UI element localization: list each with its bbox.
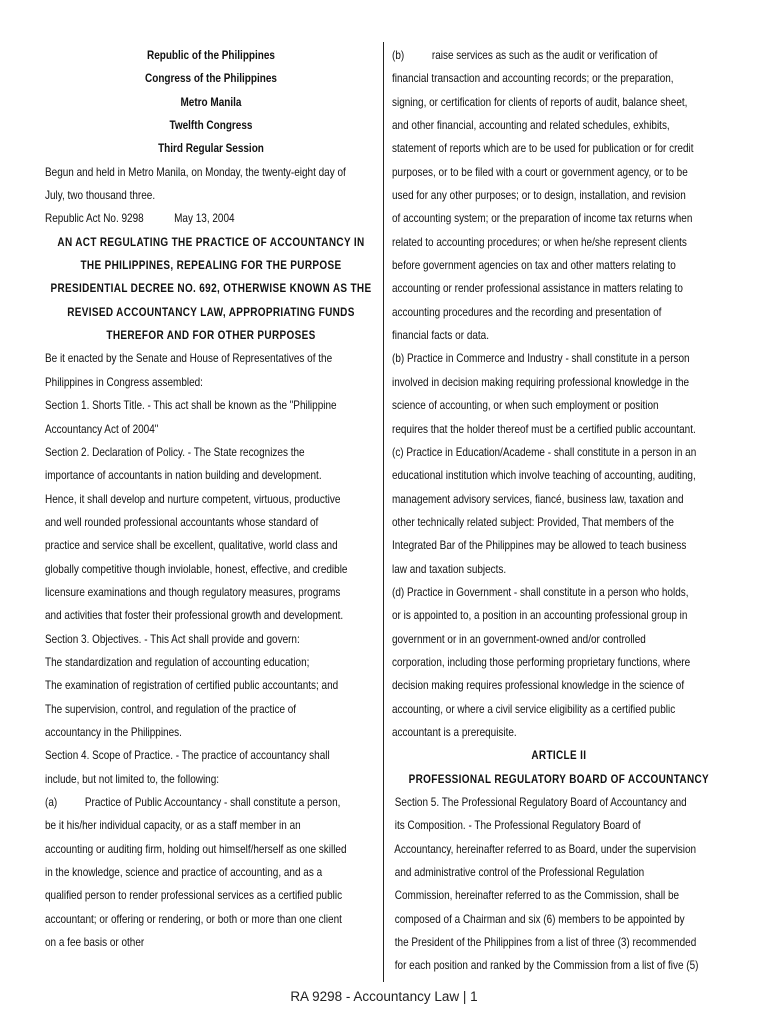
text-line: Republic of the Philippines <box>146 49 275 62</box>
text-line: (c) Practice in Education/Academe - shall constitute in a person in an <box>392 445 697 459</box>
text-line: of accounting system; or the preparation of income tax returns when <box>392 212 693 226</box>
text-line: Section 5. The Professional Regulatory Board of Accountancy and <box>392 796 687 809</box>
text-line: for each position and ranked by the Commission from a list of five (5) <box>392 959 699 973</box>
left-column <box>45 44 377 954</box>
text-line: importance of accountants in nation building and development. <box>45 469 322 483</box>
text-line: Integrated Bar of the Philippines may be allowed to teach business <box>392 539 687 553</box>
text-line: its Composition. - The Professional Regulatory Board of <box>392 819 641 833</box>
text-line: management advisory services, fiancé, business law, taxation and <box>392 492 684 506</box>
text-line: educational institution which involve teaching of accounting, auditing, <box>392 469 696 483</box>
text-line: the President of the Philippines from a list of three (3) recommended <box>392 936 697 950</box>
text-line: law and taxation subjects. <box>392 562 507 576</box>
text-line: financial facts or data. <box>392 329 489 343</box>
text-line: in the knowledge, science and practice of accounting, and as a <box>45 866 323 880</box>
text-line: or is appointed to, a position in an accounting professional group in <box>392 609 688 623</box>
text-line: globally competitive though inviolable, honest, effective, and credible <box>45 562 348 576</box>
text-line: involved in decision making requiring professional knowledge in the <box>392 375 690 389</box>
text-line: Section 1. Shorts Title. - This act shall be known as the "Philippine <box>45 399 337 413</box>
text-line: purposes, or to be filed with a court or government agency, or to be <box>392 165 688 179</box>
text-line: licensure examinations and though regulatory measures, programs <box>45 585 341 599</box>
text-line: used for any other purposes; or to design, installation, and revision <box>392 189 686 203</box>
text-line: and well rounded professional accountants whose standard of <box>45 515 319 529</box>
text-line: Metro Manila <box>180 95 242 109</box>
text-line: The supervision, control, and regulation of the practice of <box>45 702 297 716</box>
text-line: requires that the holder thereof must be a certified public accountant. <box>392 422 696 436</box>
text-line: PROFESSIONAL REGULATORY BOARD OF ACCOUNTANCY <box>408 772 710 786</box>
text-line: Commission, hereinafter referred to as the Commission, shall be <box>392 889 680 903</box>
text-line: accountancy in the Philippines. <box>45 725 182 739</box>
text-line: Accountancy, hereinafter referred to as Board, under the supervision <box>392 842 697 856</box>
text-line: Twelfth Congress <box>169 119 253 133</box>
right-column <box>392 44 726 978</box>
text-line: (b) raise services as such as the audit or verification of <box>392 49 658 62</box>
text-line: before government agencies on tax and other matters relating to <box>392 259 676 273</box>
text-line: Congress of the Philippines <box>145 72 277 86</box>
text-line: Section 2. Declaration of Policy. - The State recognizes the <box>45 445 305 459</box>
text-line: accounting or render professional assistance in matters relating to <box>392 282 683 296</box>
text-line: July, two thousand three. <box>45 189 156 203</box>
text-line: accounting, or where a civil service eligibility as a certified public <box>392 702 676 716</box>
text-line: include, but not limited to, the following: <box>45 772 220 786</box>
text-line: decision making requires professional knowledge in the science of <box>392 679 685 693</box>
text-line: practice and service shall be excellent, qualitative, world class and <box>45 539 338 553</box>
text-line: and other financial, accounting and related schedules, exhibits, <box>392 119 670 133</box>
text-line: signing, or certification for clients of reports of audit, balance sheet, <box>392 95 688 109</box>
text-line: THEREFOR AND FOR OTHER PURPOSES <box>106 329 316 343</box>
text-line: Accountancy Act of 2004" <box>45 422 159 436</box>
text-line: accountant is a prerequisite. <box>392 725 517 739</box>
text-line: AN ACT REGULATING THE PRACTICE OF ACCOUNTANCY IN <box>57 235 365 249</box>
text-line: accountant; or offering or rendering, or both or more than one client <box>45 912 342 926</box>
text-line: Section 4. Scope of Practice. - The practice of accountancy shall <box>45 749 330 763</box>
text-line: be it his/her individual capacity, or as a staff member in an <box>45 819 301 833</box>
text-line: (a) Practice of Public Accountancy - shall constitute a person, <box>45 796 341 809</box>
text-line: Hence, it shall develop and nurture competent, virtuous, productive <box>45 492 341 506</box>
text-line: Republic Act No. 9298 May 13, 2004 <box>45 212 235 226</box>
text-line: The standardization and regulation of accounting education; <box>45 655 310 669</box>
text-line: REVISED ACCOUNTANCY LAW, APPROPRIATING FUNDS <box>67 305 355 319</box>
text-line: (b) Practice in Commerce and Industry - shall constitute in a person <box>392 352 690 366</box>
text-line: Third Regular Session <box>158 142 264 156</box>
text-line: government or in an government-owned and/or controlled <box>392 632 646 646</box>
text-line: and administrative control of the Professional Regulation <box>392 866 645 880</box>
text-line: (d) Practice in Government - shall constitute in a person who holds, <box>392 585 689 599</box>
text-line: accounting procedures and the recording and presentation of <box>392 305 662 319</box>
column-divider <box>383 42 384 982</box>
text-line: financial transaction and accounting records; or the preparation, <box>392 72 674 86</box>
text-line: Section 3. Objectives. - This Act shall provide and govern: <box>45 632 300 646</box>
text-line: other technically related subject: Provided, That members of the <box>392 515 674 529</box>
text-line: THE PHILIPPINES, REPEALING FOR THE PURPOSE <box>80 259 342 273</box>
text-line: science of accounting, or when such employment or position <box>392 399 659 413</box>
text-line: The examination of registration of certified public accountants; and <box>45 679 339 693</box>
text-line: PRESIDENTIAL DECREE NO. 692, OTHERWISE KNOWN AS THE <box>50 282 372 296</box>
text-line: Philippines in Congress assembled: <box>45 375 203 389</box>
text-line: qualified person to render professional services as a certified public <box>45 889 343 903</box>
text-line: statement of reports which are to be used for publication or for credit <box>392 142 694 156</box>
text-line: Begun and held in Metro Manila, on Monday, the twenty-eight day of <box>45 165 346 179</box>
text-line: Be it enacted by the Senate and House of Representatives of the <box>45 352 333 366</box>
text-line: accounting or auditing firm, holding out himself/herself as one skilled <box>45 842 347 856</box>
text-line: on a fee basis or other <box>45 936 145 950</box>
text-line: related to accounting procedures; or when he/she represent clients <box>392 235 687 249</box>
text-line: corporation, including those performing proprietary functions, where <box>392 655 691 669</box>
text-line: and activities that foster their professional growth and development. <box>45 609 344 623</box>
text-line: ARTICLE II <box>531 749 587 763</box>
text-line: composed of a Chairman and six (6) members to be appointed by <box>392 912 685 926</box>
page-footer: RA 9298 - Accountancy Law | 1 <box>290 989 478 1004</box>
